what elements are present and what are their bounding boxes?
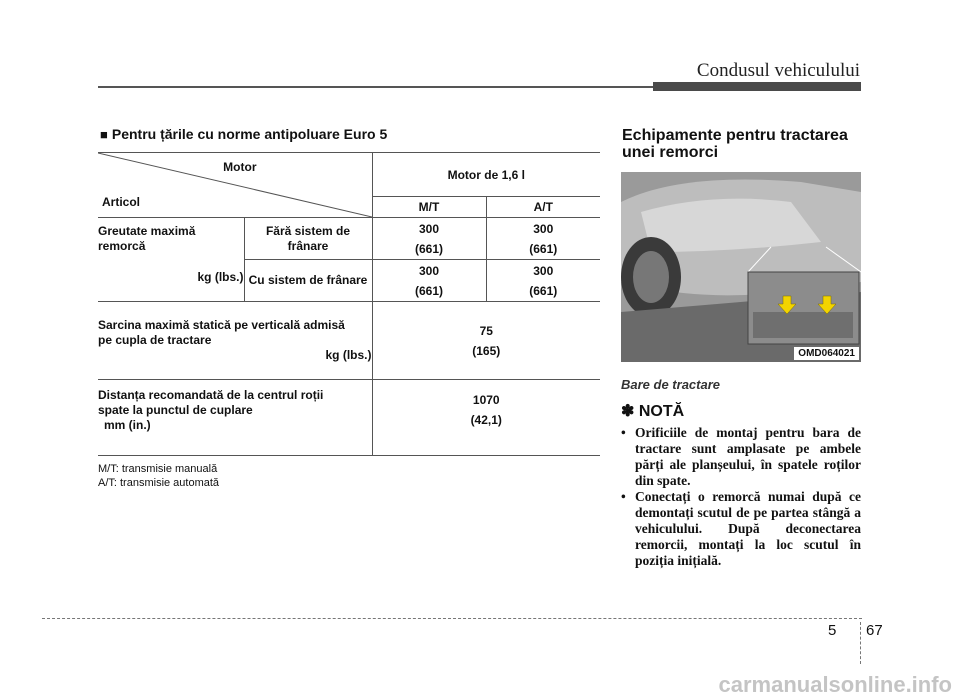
header-bar [653, 82, 861, 91]
col-header-at: A/T [486, 197, 600, 218]
bullet-icon: • [621, 425, 626, 440]
asterisk-icon: ✽ [621, 403, 635, 420]
distance-unit: mm (in.) [104, 418, 151, 432]
no-brake-at-lbs: (661) [529, 241, 558, 256]
motor-label: Motor [223, 160, 257, 174]
static-load-lbs: (165) [472, 343, 501, 358]
static-load-unit: kg (lbs.) [325, 348, 372, 362]
photo-code: OMD064021 [794, 347, 859, 360]
distance-value: 1070 [472, 393, 500, 407]
engine-header: Motor de 1,6 l [372, 153, 600, 197]
list-item [621, 489, 861, 569]
brake-mt-cell [372, 260, 486, 302]
towing-title-line1: Echipamente pentru tractarea [622, 127, 848, 144]
footer-rule [42, 618, 862, 619]
max-trailer-label-cell [98, 218, 244, 302]
page-section: 5 [828, 622, 837, 639]
note-title-text: NOTĂ [638, 403, 685, 420]
footnote-mt: M/T: transmisie manuală [98, 463, 218, 475]
no-brake-at-cell [486, 218, 600, 260]
photo-caption: Bare de tractare [621, 377, 720, 392]
header-rule [98, 86, 653, 88]
brake-mt-lbs: (661) [414, 283, 443, 298]
static-load-label: Sarcina maximă statică pe verticală admisă pe cupla de tractare [98, 318, 345, 347]
articol-label: Articol [102, 195, 141, 209]
distance-in: (42,1) [470, 413, 502, 427]
car-rear-illustration [621, 172, 861, 362]
note-title [621, 401, 684, 421]
table-corner-cell [98, 153, 372, 218]
page-number: 67 [866, 622, 883, 639]
no-brake-mt-value: 300 [418, 221, 440, 236]
towing-spec-table [98, 152, 600, 456]
static-load-value-cell [372, 302, 600, 380]
brake-mt-value: 300 [418, 263, 440, 278]
towing-title-line2: unei remorci [622, 144, 719, 161]
chapter-title: Condusul vehiculului [696, 60, 860, 81]
distance-label-cell [98, 380, 372, 456]
towing-equipment-title [622, 127, 848, 161]
distance-value-cell [372, 380, 600, 456]
section-title [100, 126, 387, 142]
square-bullet-icon: ■ [100, 127, 108, 142]
section-title-text: Pentru țările cu norme antipoluare Euro 5 [111, 126, 388, 142]
max-trailer-unit: kg (lbs.) [197, 270, 244, 284]
no-brake-label: Fără sistem de frânare [244, 218, 372, 260]
brake-at-value: 300 [533, 263, 554, 278]
page-number-divider [860, 622, 861, 664]
note-bullet-text: Conectați o remorcă numai după ce demontați scutul de pe partea stângă a vehiculului. După deconectarea remorcii, montați la loc scutul în poziția inițială. [635, 489, 861, 568]
static-load-label-cell [98, 302, 372, 380]
list-item [621, 425, 861, 489]
static-load-value: 75 [479, 323, 493, 338]
watermark: carmanualsonline.info [718, 672, 952, 697]
bullet-icon: • [621, 489, 626, 504]
col-header-mt: M/T [372, 197, 486, 218]
note-list [621, 425, 861, 569]
brake-at-cell [486, 260, 600, 302]
footnote-at: A/T: transmisie automată [98, 477, 220, 489]
no-brake-at-value: 300 [533, 221, 554, 236]
brake-label: Cu sistem de frânare [244, 260, 372, 302]
no-brake-mt-cell [372, 218, 486, 260]
max-trailer-label: Greutate maximă remorcă [98, 224, 196, 253]
brake-at-lbs: (661) [529, 283, 558, 298]
note-bullet-text: Orificiile de montaj pentru bara de tractare sunt amplasate pe ambele părți ale planșeului, în spatele roților din spate. [635, 425, 861, 488]
no-brake-mt-lbs: (661) [414, 241, 443, 256]
distance-label: Distanța recomandată de la centrul roții spate la punctul de cuplare [98, 388, 324, 417]
towbar-photo [621, 172, 861, 362]
